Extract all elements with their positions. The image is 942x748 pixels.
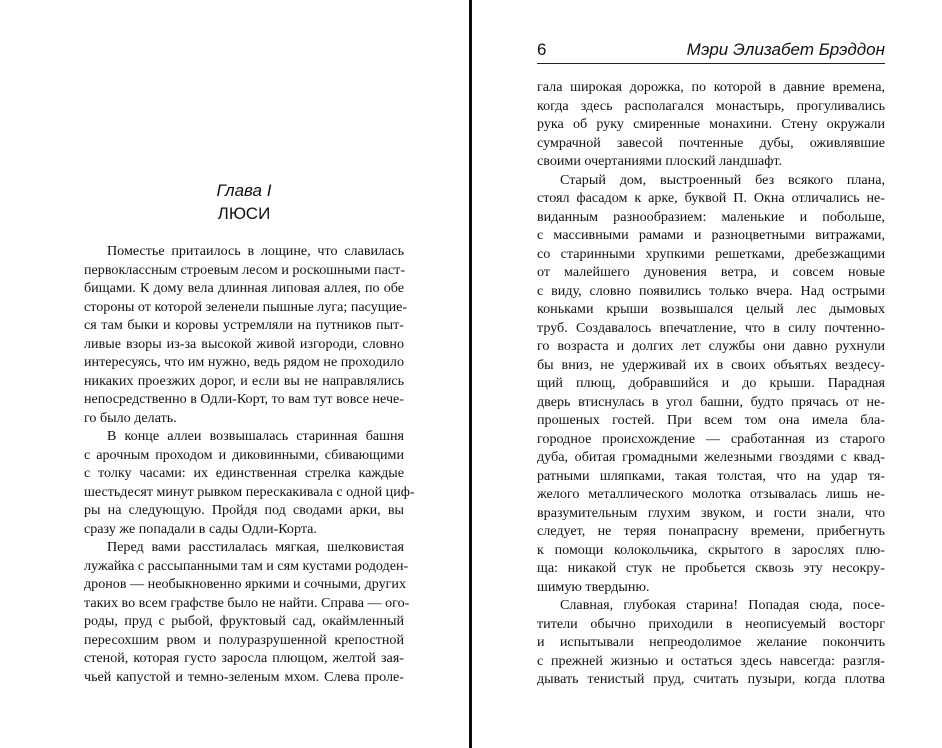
- text-line: Славная, глубокая старина! Попадая сюда, посе-: [560, 597, 885, 613]
- text-line: В конце аллеи возвышалась старинная башня: [107, 428, 404, 444]
- text-line: следует, не теряя понапрасну времени, прибегнуть: [537, 523, 885, 539]
- text-line: дуба, обитая громадными железными гвоздями с квад-: [537, 449, 885, 465]
- text-line: от малейшего дуновения ветра, и совсем новые: [537, 264, 885, 280]
- text-line: никаких проезжих дорог, и если вы не направлялись: [84, 372, 404, 389]
- text-line: лужайка с рассыпанными там и сям кустами рододен-: [84, 557, 409, 574]
- text-line: ливые взоры из-за высокой живой изгороди, словно: [84, 335, 404, 352]
- text-line: таких во всем графстве было не найти. Справа — ого-: [84, 594, 410, 611]
- text-line: дверь втиснулась в угол башни, будто прячась от не-: [537, 393, 885, 410]
- text-line: интересуясь, что им нужно, ведь рядом не проходило: [84, 354, 404, 370]
- text-line: городное происхождение — сработанная из старого: [537, 430, 885, 447]
- text-line: с арочным проходом и диковинными, сбивающими: [84, 446, 404, 463]
- text-line: щий плющ, добравшийся и до крыши. Парадная: [537, 375, 885, 391]
- right-page: [537, 0, 885, 748]
- text-line: стороны от которой зеленели пышные луга; пасущие-: [84, 298, 408, 315]
- text-line: своими очертаниями плоский ландшафт.: [537, 153, 782, 169]
- chapter-heading: [84, 180, 404, 225]
- chapter-label: Глава I: [216, 181, 272, 200]
- text-line: ратными шляпками, такая толстая, что на удар тя-: [537, 467, 885, 484]
- text-line: Старый дом, выстроенный без всякого плана,: [560, 171, 885, 188]
- text-line: бищами. К дому вела длинная липовая аллея, по обе: [84, 280, 404, 296]
- text-line: с виду, словно появились только вчера. Над острыми: [537, 282, 885, 299]
- text-line: виданным разнообразием: маленькие и побольше,: [537, 208, 885, 225]
- text-line: рука об руку смиренные монахини. Стену окружали: [537, 116, 885, 132]
- text-line: непосредственно в Одли-Корт, то вам тут вовсе нече-: [84, 391, 404, 407]
- text-line: и испытывали непреодолимое желание покончить: [537, 634, 885, 650]
- text-line: с массивными рамами и разноцветными витражами,: [537, 227, 885, 243]
- text-line: шестьдесят минут рывком перескакивала с одной циф-: [84, 483, 415, 500]
- text-line: прошеных гостей. При всем том она имела бла-: [537, 412, 885, 428]
- text-line: к помощи колокольчика, скрытого в зарослях плю-: [537, 541, 885, 558]
- text-line: труб. Создавалось впечатление, что в силу почтенно-: [537, 319, 885, 336]
- left-page: [84, 0, 415, 748]
- text-line: го было делать.: [84, 409, 177, 426]
- text-line: Поместье притаилось в лощине, что славилась: [107, 243, 404, 259]
- text-line: Перед вами расстилалась мягкая, шелковистая: [107, 539, 404, 555]
- text-line: со старинными хрупкими решетками, дребезжащими: [537, 245, 885, 262]
- text-line: дронов — необыкновенно яркими и сочными, других: [84, 576, 407, 592]
- header-rule: [537, 63, 885, 64]
- page-number: 6: [537, 40, 547, 59]
- text-line: ща: никакой стук не пробьется сквозь эту несокру-: [537, 560, 885, 576]
- text-line: го возраста и долгих лет службы они давно рухнули: [537, 338, 885, 354]
- text-line: коньками крыши возвышался целый лес дымовых: [537, 301, 885, 317]
- text-line: дывать тенистый пруд, считать пузыри, когда плотва: [537, 671, 885, 687]
- text-line: сумрачной завесой почтенные дубы, оживлявшие: [537, 134, 885, 151]
- left-page-text: [84, 242, 415, 686]
- running-head-author: Мэри Элизабет Брэддон: [686, 40, 885, 59]
- text-line: с толку часами: их единственная стрелка каждые: [84, 465, 404, 481]
- text-line: гала широкая дорожка, по которой в давние времена,: [537, 79, 885, 95]
- text-line: роды, пруд с рыбой, фруктовый сад, окаймленный: [84, 613, 404, 629]
- text-line: желого металлического молотка отзывалась лишь не-: [537, 486, 885, 502]
- text-line: сразу же попадали в сады Одли-Корта.: [84, 520, 317, 537]
- text-line: когда здесь располагался монастырь, прогуливались: [537, 97, 885, 114]
- text-line: бы вниз, не удерживай их в своих объятьях вездесу-: [537, 356, 885, 373]
- book-gutter: [469, 0, 472, 748]
- text-line: с прежней жизнью и остаться здесь навсегда: разгля-: [537, 652, 885, 669]
- text-line: пересохшим рвом и полуразрушенной крепостной: [84, 631, 404, 648]
- right-page-text: [537, 78, 885, 689]
- chapter-title: ЛЮСИ: [217, 204, 271, 223]
- text-line: ся там быки и коровы устремляли на путников пыт-: [84, 317, 404, 333]
- text-line: вразумительным глухим звуком, и гости знали, что: [537, 504, 885, 521]
- text-line: тители обычно приходили в неописуемый восторг: [537, 615, 885, 632]
- running-head: [537, 39, 885, 63]
- text-line: шимую твердыню.: [537, 578, 650, 595]
- text-line: стеной, которая густо заросла плющом, желтой зая-: [84, 650, 404, 666]
- text-line: стоял фасадом к арке, буквой П. Окна отличались не-: [537, 190, 885, 206]
- text-line: первоклассным строевым лесом и роскошными паст-: [84, 261, 406, 278]
- text-line: чьей капустой и темно-зеленым мхом. Слева проле-: [84, 668, 404, 685]
- text-line: ры на следующую. Пройдя под сводами арки, вы: [84, 502, 404, 518]
